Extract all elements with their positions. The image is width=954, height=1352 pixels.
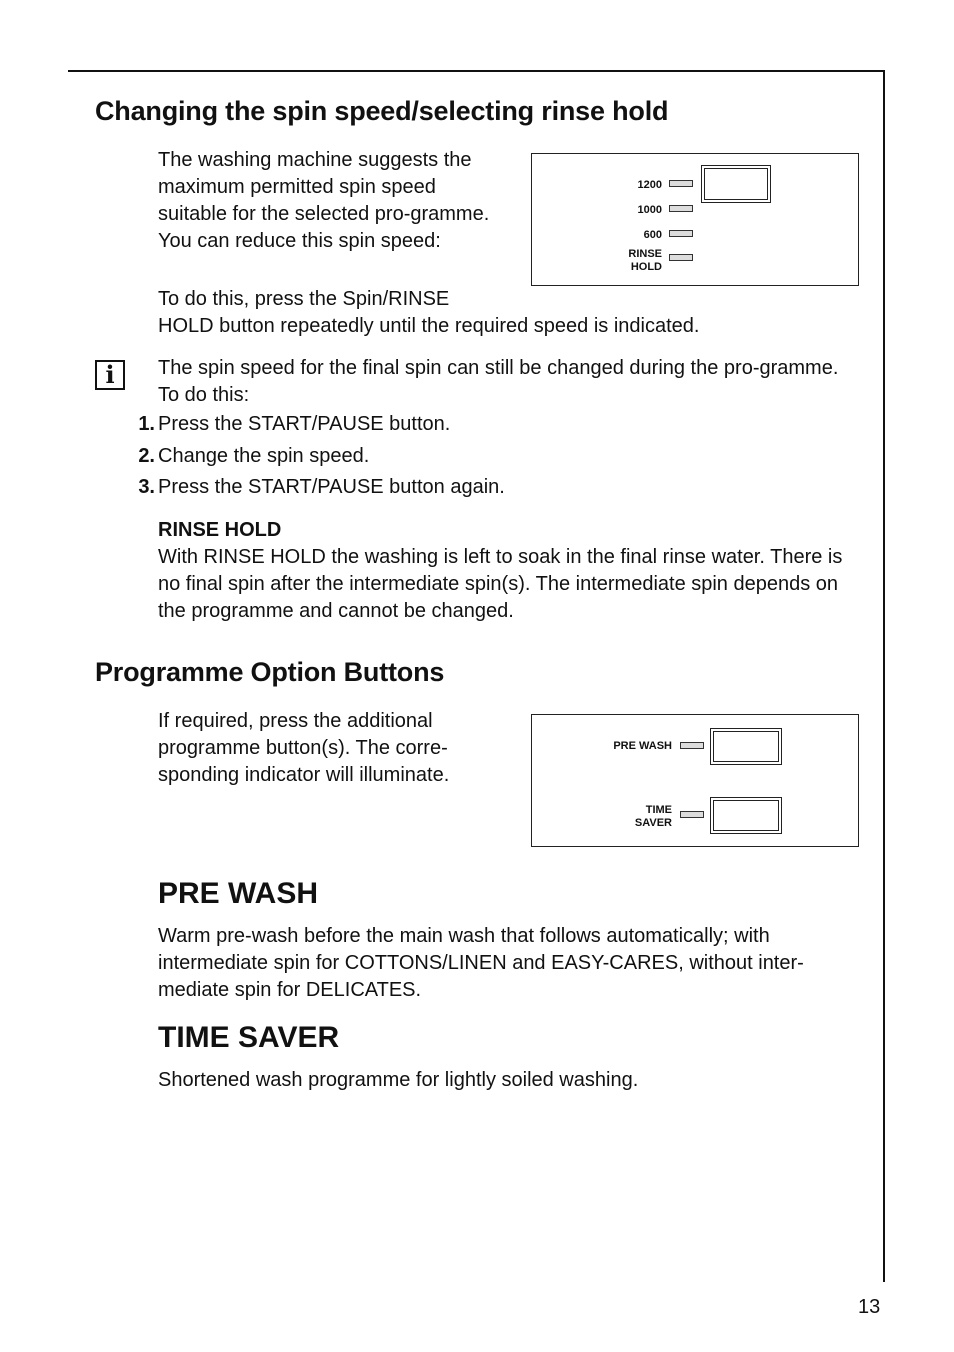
- time-saver-title: TIME SAVER: [158, 1021, 340, 1054]
- pre-wash-title: PRE WASH: [158, 877, 319, 910]
- step-text: Press the START/PAUSE button again.: [158, 476, 505, 498]
- spin-rinse-hold-button: [701, 165, 771, 203]
- info-icon: i: [95, 360, 125, 390]
- spin-label-rinse: RINSE: [628, 248, 662, 260]
- pre-wash-text: Warm pre-wash before the main wash that follows automatically; with intermediate spin for COTTONS/LINEN and EASY-CARES, without inter-mediate spin for DELICATES.: [158, 925, 804, 1001]
- page-number: 13: [858, 1296, 881, 1318]
- time-saver-led: [680, 811, 704, 818]
- time-saver-text: Shortened wash programme for lightly soiled washing.: [158, 1069, 639, 1091]
- time-saver-panel-label-1: TIME: [645, 804, 672, 816]
- pre-wash-led: [680, 742, 704, 749]
- spin-instruction-line1: To do this, press the Spin/RINSE: [158, 288, 450, 310]
- section-heading-option-buttons: Programme Option Buttons: [95, 657, 445, 687]
- spin-panel-illustration: [531, 153, 859, 286]
- step-number: 2.: [138, 445, 155, 467]
- pre-wash-panel-label: PRE WASH: [613, 740, 672, 752]
- time-saver-button: [710, 797, 782, 834]
- time-saver-panel-label-2: SAVER: [634, 817, 672, 829]
- step-text: Change the spin speed.: [158, 445, 370, 467]
- pre-wash-button: [710, 728, 782, 765]
- top-rule: [68, 70, 885, 72]
- spin-led-600: [669, 230, 693, 237]
- spin-led-1200: [669, 180, 693, 187]
- spin-intro-paragraph: The washing machine suggests the maximum permitted spin speed suitable for the selected pro-gramme. You can reduce this spin speed:: [158, 149, 490, 252]
- step-text: Press the START/PAUSE button.: [158, 413, 451, 435]
- right-rule: [883, 70, 885, 1282]
- section-heading-spin-speed: Changing the spin speed/selecting rinse hold: [95, 96, 669, 126]
- spin-led-1000: [669, 205, 693, 212]
- rinse-hold-title: RINSE HOLD: [158, 519, 282, 541]
- info-note: The spin speed for the final spin can still be changed during the pro-gramme. To do this:: [158, 357, 839, 406]
- spin-label-600: 600: [643, 229, 662, 241]
- spin-led-rinse-hold: [669, 254, 693, 261]
- step-number: 1.: [138, 413, 155, 435]
- spin-instruction-line2: HOLD button repeatedly until the required speed is indicated.: [158, 315, 700, 337]
- option-intro-paragraph: If required, press the additional programme button(s). The corre-sponding indicator will illuminate.: [158, 710, 450, 786]
- spin-label-1000: 1000: [637, 204, 662, 216]
- option-panel-illustration: [531, 714, 859, 847]
- spin-label-hold: HOLD: [630, 261, 662, 273]
- spin-label-1200: 1200: [637, 179, 662, 191]
- rinse-hold-text: With RINSE HOLD the washing is left to soak in the final rinse water. There is no final spin after the intermediate spin(s). The intermediate spin depends on the programme and cannot be changed.: [158, 546, 843, 622]
- step-number: 3.: [138, 476, 155, 498]
